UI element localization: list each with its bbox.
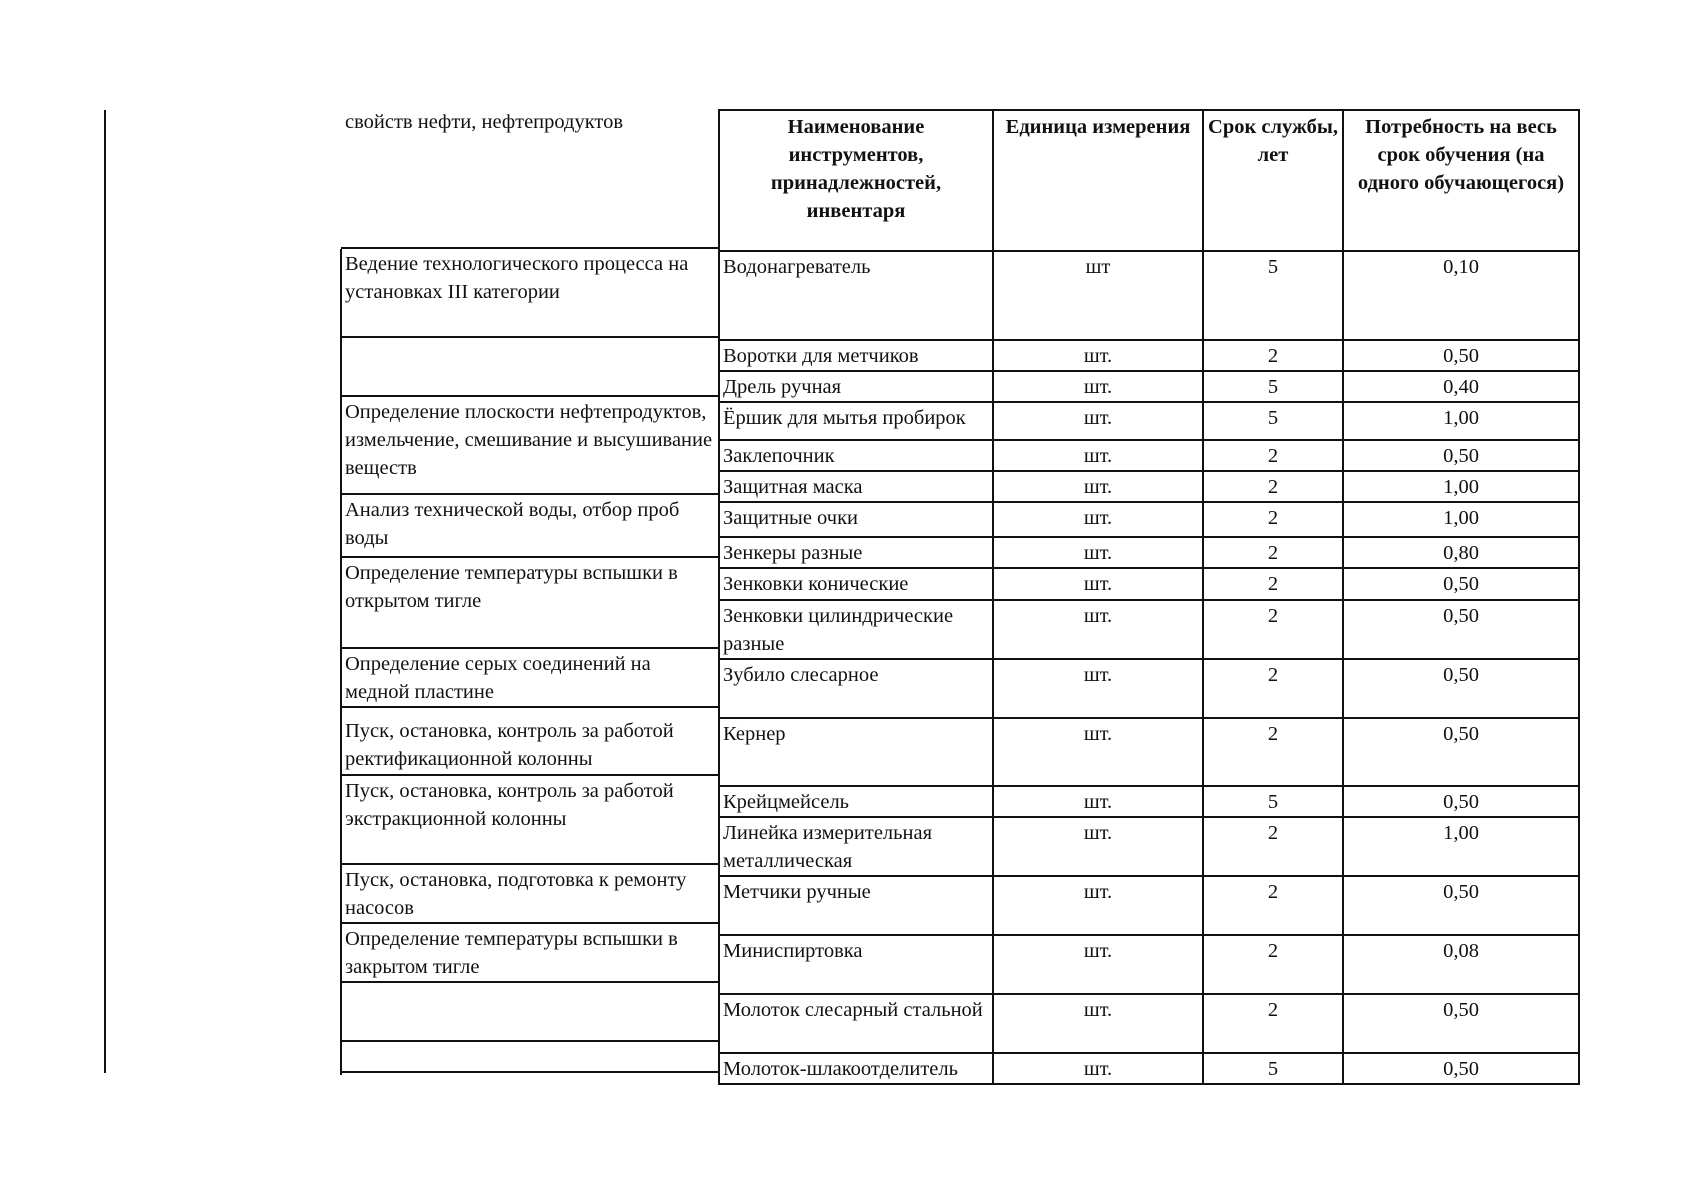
left-column <box>341 108 719 1075</box>
cell-name: Дрель ручная <box>719 371 993 402</box>
cell-need: 0,50 <box>1343 994 1579 1053</box>
table-row <box>719 251 1579 340</box>
cell-unit: шт. <box>993 568 1203 600</box>
page-margin-line <box>104 110 106 1073</box>
cell-unit: шт. <box>993 600 1203 659</box>
cell-need: 0,08 <box>1343 935 1579 994</box>
cell-life: 2 <box>1203 568 1343 600</box>
cell-need: 0,50 <box>1343 568 1579 600</box>
cell-need: 0,50 <box>1343 786 1579 817</box>
cell-name: Защитная маска <box>719 471 993 502</box>
cell-need: 1,00 <box>1343 502 1579 537</box>
table-row <box>719 402 1579 440</box>
cell-unit: шт. <box>993 994 1203 1053</box>
cell-name: Зенкеры разные <box>719 537 993 568</box>
table-row <box>719 502 1579 537</box>
cell-unit: шт. <box>993 659 1203 718</box>
cell-life: 2 <box>1203 876 1343 935</box>
cell-name: Молоток-шлакоотделитель <box>719 1053 993 1084</box>
left-group <box>341 1042 719 1073</box>
cell-name: Воротки для метчиков <box>719 340 993 371</box>
cell-name: Миниспиртовка <box>719 935 993 994</box>
cell-name: Кернер <box>719 718 993 786</box>
table-row <box>719 935 1579 994</box>
table-row <box>719 537 1579 568</box>
cell-need: 0,50 <box>1343 600 1579 659</box>
cell-name: Ёршик для мытья пробирок <box>719 402 993 440</box>
cell-life: 5 <box>1203 402 1343 440</box>
cell-need: 0,50 <box>1343 659 1579 718</box>
header-need: Потребность на весь срок обучения (на одного обучающегося) <box>1343 110 1579 251</box>
left-group: Анализ технической воды, отбор проб воды <box>341 495 719 558</box>
cell-life: 2 <box>1203 600 1343 659</box>
header-name: Наименование инструментов, принадлежностей, инвентаря <box>719 110 993 251</box>
cell-need: 0,10 <box>1343 251 1579 340</box>
cell-life: 2 <box>1203 340 1343 371</box>
cell-unit: шт. <box>993 537 1203 568</box>
table-row <box>719 876 1579 935</box>
cell-life: 5 <box>1203 251 1343 340</box>
cell-need: 1,00 <box>1343 402 1579 440</box>
cell-name: Молоток слесарный стальной <box>719 994 993 1053</box>
table-row <box>719 659 1579 718</box>
cell-life: 2 <box>1203 440 1343 471</box>
table-row <box>719 718 1579 786</box>
left-group: Пуск, остановка, контроль за работой ректификационной колонны <box>341 708 719 776</box>
cell-unit: шт. <box>993 471 1203 502</box>
cell-name: Крейцмейсель <box>719 786 993 817</box>
table-row <box>719 471 1579 502</box>
left-group: Определение температуры вспышки в закрытом тигле <box>341 924 719 983</box>
header-life: Срок службы, лет <box>1203 110 1343 251</box>
left-group: Определение серых соединений на медной пластине <box>341 649 719 708</box>
cell-name: Метчики ручные <box>719 876 993 935</box>
cell-need: 0,50 <box>1343 440 1579 471</box>
cell-unit: шт. <box>993 718 1203 786</box>
cell-life: 5 <box>1203 786 1343 817</box>
table-row <box>719 994 1579 1053</box>
cell-need: 0,50 <box>1343 718 1579 786</box>
left-group <box>341 338 719 397</box>
cell-unit: шт. <box>993 502 1203 537</box>
cell-name: Зенковки конические <box>719 568 993 600</box>
cell-life: 2 <box>1203 502 1343 537</box>
cell-unit: шт <box>993 251 1203 340</box>
cell-name: Линейка измерительная металлическая <box>719 817 993 876</box>
table-row <box>719 600 1579 659</box>
cell-name: Защитные очки <box>719 502 993 537</box>
table-header-row <box>719 110 1579 251</box>
cell-need: 0,50 <box>1343 1053 1579 1084</box>
cell-need: 1,00 <box>1343 471 1579 502</box>
cell-unit: шт. <box>993 786 1203 817</box>
table-row <box>719 340 1579 371</box>
cell-life: 2 <box>1203 935 1343 994</box>
cell-unit: шт. <box>993 402 1203 440</box>
cell-unit: шт. <box>993 440 1203 471</box>
cell-name: Водонагреватель <box>719 251 993 340</box>
left-group: Пуск, остановка, контроль за работой экстракционной колонны <box>341 776 719 865</box>
table-row <box>719 440 1579 471</box>
cell-name: Зенковки цилиндрические разные <box>719 600 993 659</box>
left-group <box>341 983 719 1042</box>
table-row <box>719 568 1579 600</box>
cell-unit: шт. <box>993 371 1203 402</box>
table-row <box>719 1053 1579 1084</box>
cell-unit: шт. <box>993 340 1203 371</box>
cell-need: 0,50 <box>1343 876 1579 935</box>
cell-life: 2 <box>1203 817 1343 876</box>
cell-unit: шт. <box>993 817 1203 876</box>
section-fragment: свойств нефти, нефтепродуктов <box>345 111 624 133</box>
instruments-table <box>718 109 1580 1085</box>
cell-name: Зубило слесарное <box>719 659 993 718</box>
cell-life: 2 <box>1203 718 1343 786</box>
cell-life: 5 <box>1203 371 1343 402</box>
cell-unit: шт. <box>993 1053 1203 1084</box>
cell-need: 0,50 <box>1343 340 1579 371</box>
cell-life: 2 <box>1203 537 1343 568</box>
cell-life: 2 <box>1203 659 1343 718</box>
left-group: Ведение технологического процесса на установках III категории <box>341 249 719 338</box>
table-row <box>719 786 1579 817</box>
cell-life: 2 <box>1203 994 1343 1053</box>
left-group: Пуск, остановка, подготовка к ремонту насосов <box>341 865 719 924</box>
left-group: Определение температуры вспышки в открытом тигле <box>341 558 719 649</box>
cell-name: Заклепочник <box>719 440 993 471</box>
left-group: Определение плоскости нефтепродуктов, измельчение, смешивание и высушивание веществ <box>341 397 719 495</box>
cell-life: 5 <box>1203 1053 1343 1084</box>
header-unit: Единица измерения <box>993 110 1203 251</box>
table-row <box>719 817 1579 876</box>
cell-unit: шт. <box>993 876 1203 935</box>
cell-need: 0,80 <box>1343 537 1579 568</box>
cell-need: 0,40 <box>1343 371 1579 402</box>
cell-unit: шт. <box>993 935 1203 994</box>
cell-need: 1,00 <box>1343 817 1579 876</box>
table-row <box>719 371 1579 402</box>
cell-life: 2 <box>1203 471 1343 502</box>
